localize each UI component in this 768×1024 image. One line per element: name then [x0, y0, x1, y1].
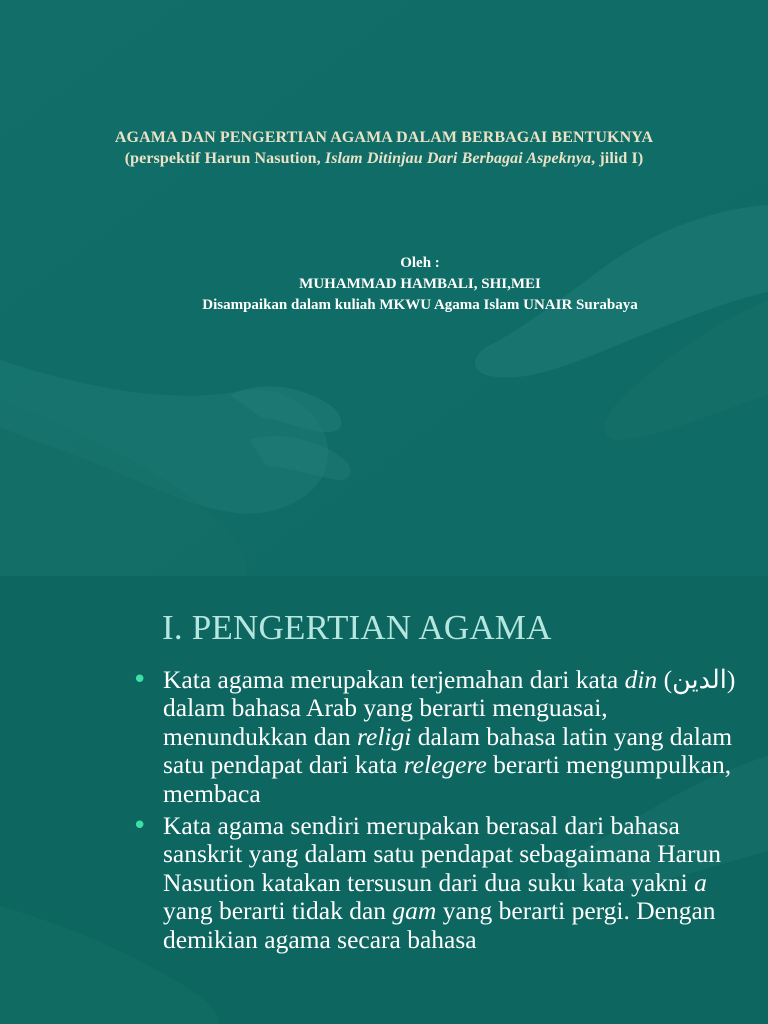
author-name: MUHAMMAD HAMBALI, SHI,MEI — [299, 276, 541, 292]
venue-line: Disampaikan dalam kuliah MKWU Agama Islam UNAIR Surabaya — [202, 297, 638, 313]
list-item: • Kata agama sendiri merupakan berasal dari bahasa sanskrit yang dalam satu pendapat sebagaimana Harun Nasution katakan tersusun dari dua suku kata yakni a yang berarti tidak dan gam yang berarti pergi. Dengan demikian agama secara bahasa — [132, 811, 721, 954]
bullet-list — [130, 666, 750, 958]
bullet-icon: • — [132, 665, 148, 695]
by-label: Oleh : — [400, 255, 440, 271]
slide-subtitle: (perspektif Harun Nasution, Islam Ditinjau Dari Berbagai Aspeknya, jilid I) — [124, 150, 644, 167]
title-block — [0, 127, 768, 169]
bullet-icon: • — [132, 811, 148, 842]
slide-title: AGAMA DAN PENGERTIAN AGAMA DALAM BERBAGAI BENTUKNYA — [114, 129, 654, 146]
section-heading: I. PENGERTIAN AGAMA — [162, 608, 552, 647]
list-item: • Kata agama merupakan terjemahan dari kata din (الدين) dalam bahasa Arab yang berarti menguasai, menundukkan dan religi dalam bahasa latin yang dalam satu pendapat dari kata relegere berarti mengumpulkan, membaca — [132, 665, 736, 808]
author-block — [0, 253, 768, 316]
